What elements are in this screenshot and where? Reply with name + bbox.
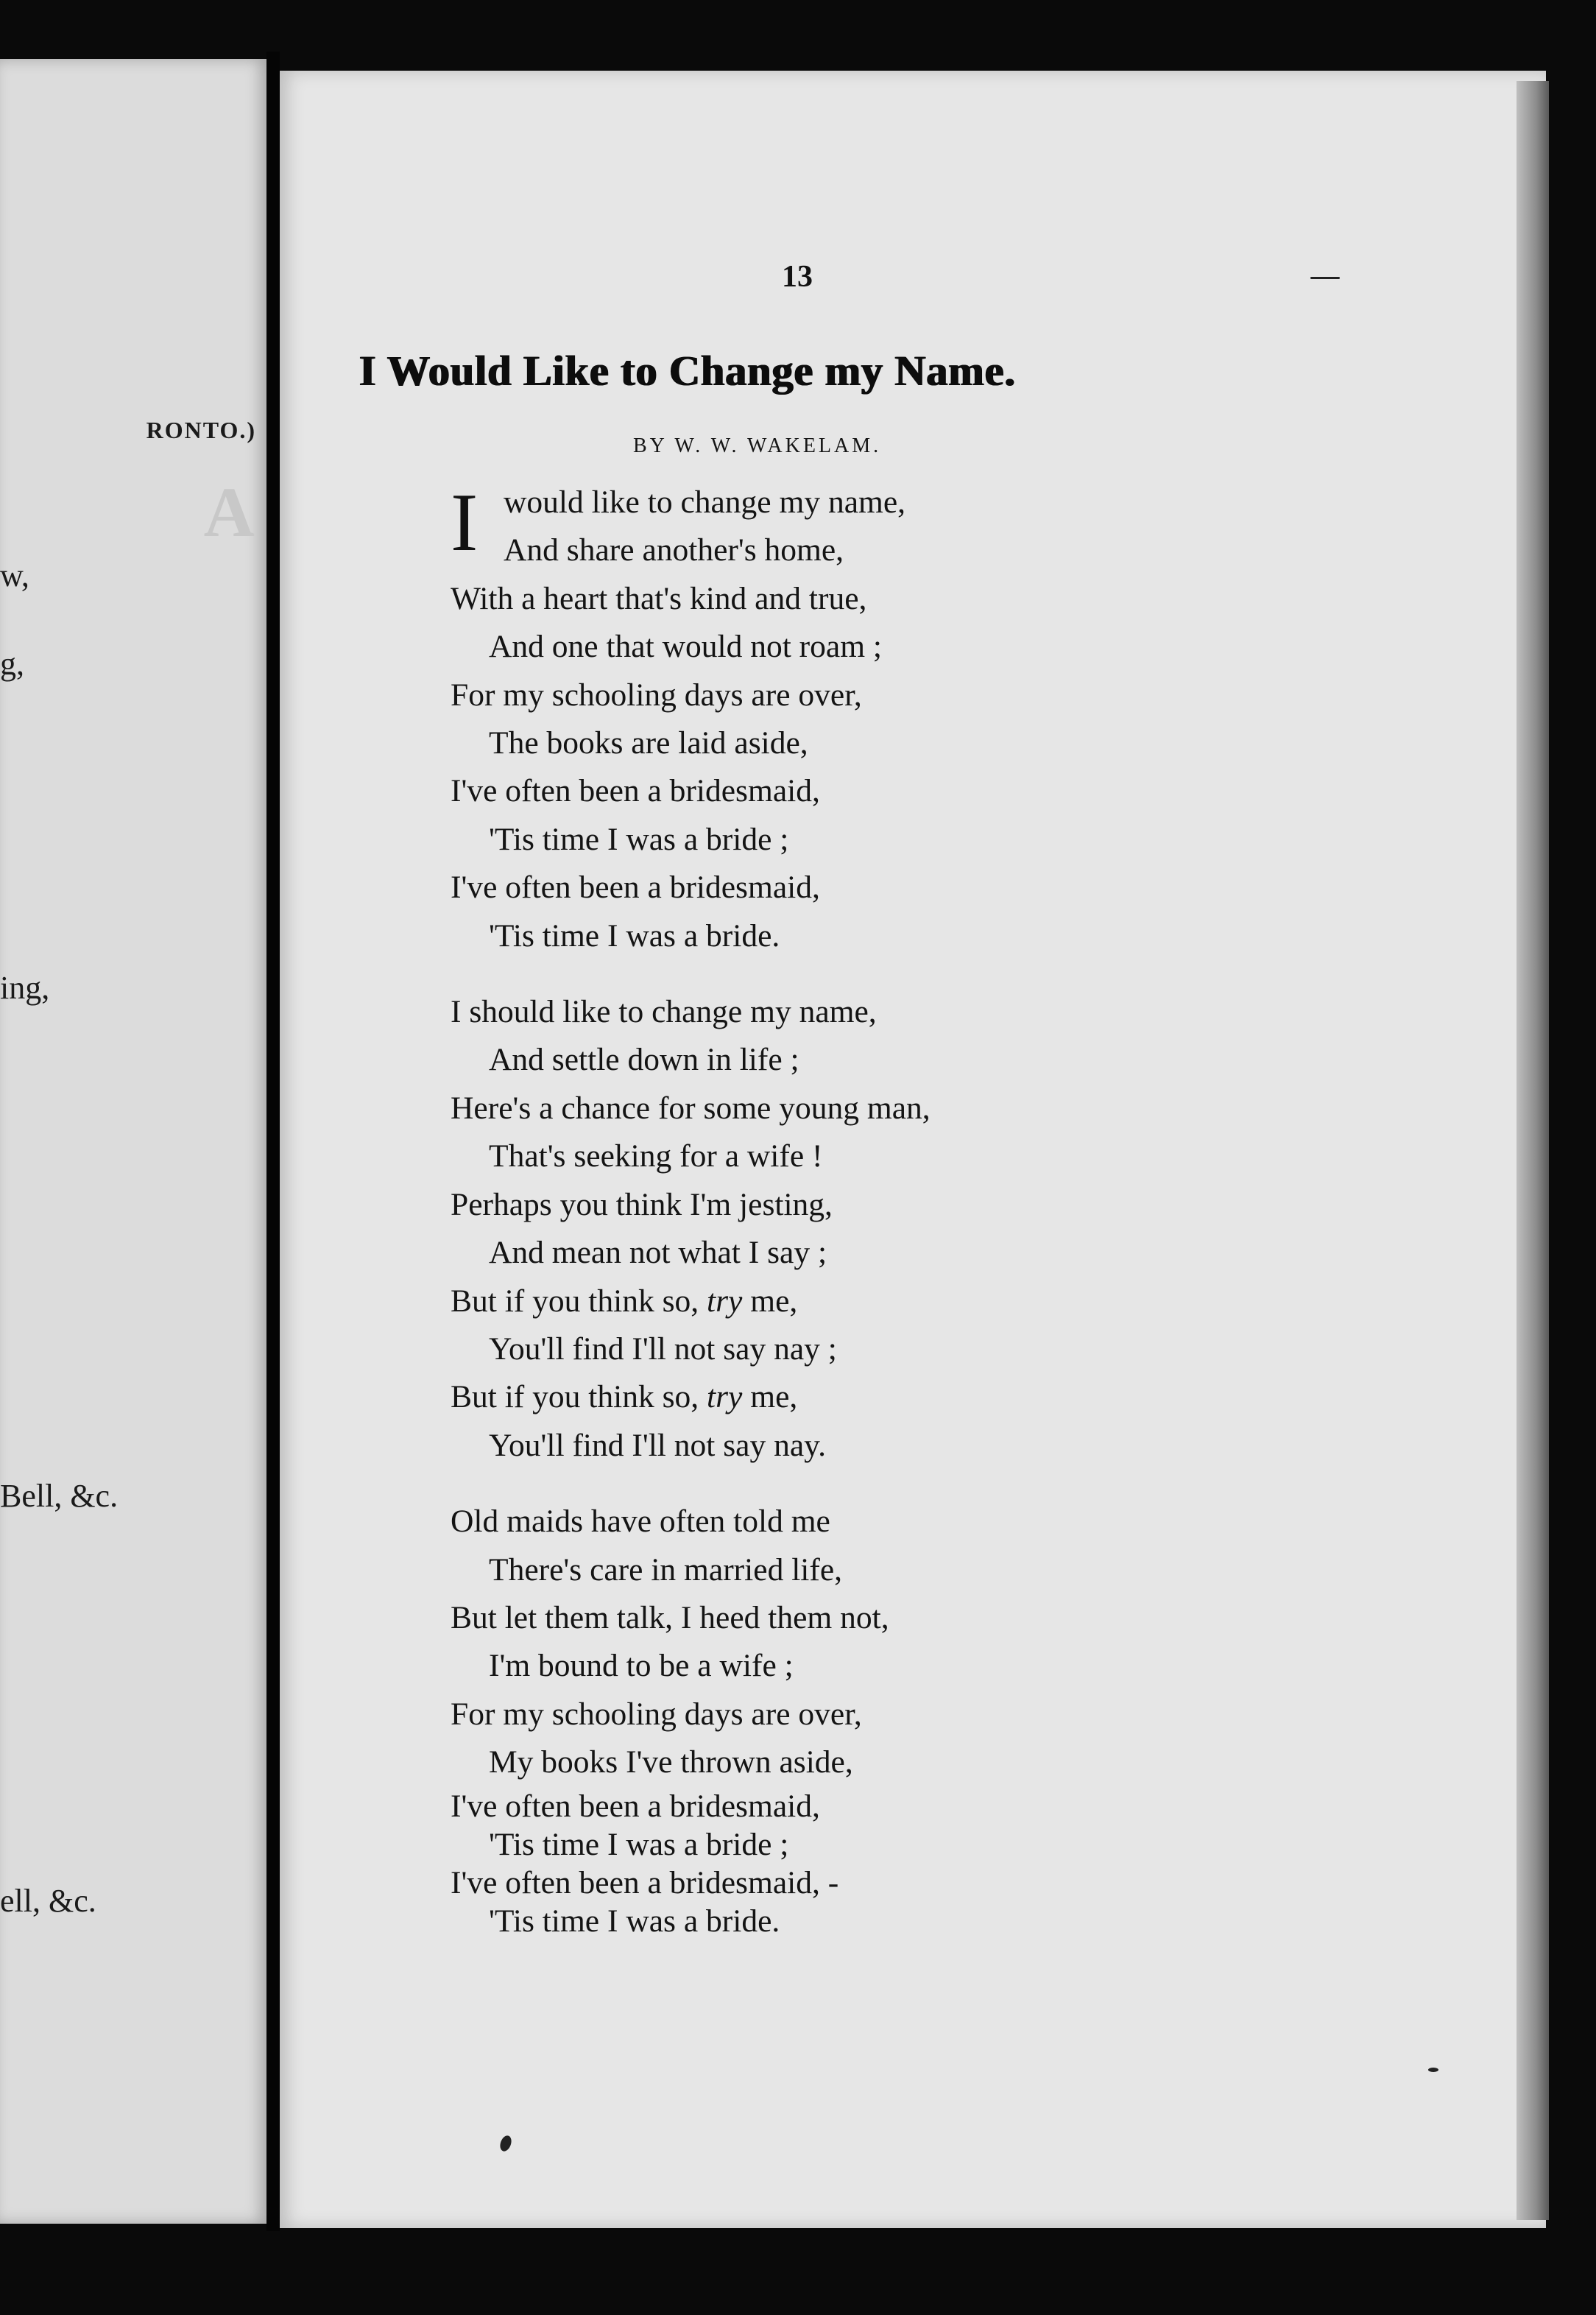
poem-line: For my schooling days are over,	[451, 677, 862, 713]
poem-line: I've often been a bridesmaid, -	[451, 1864, 839, 1900]
poem-line: The books are laid aside,	[489, 725, 808, 761]
ghost-letter: A	[203, 473, 255, 552]
emphasis: try	[707, 1283, 743, 1319]
previous-page	[0, 59, 266, 2224]
poem-line: I'm bound to be a wife ;	[489, 1648, 794, 1684]
page-number: 13	[782, 260, 813, 294]
poem-line: 'Tis time I was a bride.	[489, 917, 780, 954]
poem-line: I've often been a bridesmaid,	[451, 1788, 820, 1824]
poem-line: would like to change my name,	[504, 485, 906, 520]
left-fragment: ell, &c.	[0, 1883, 96, 1919]
poem-line	[451, 1278, 1260, 1325]
left-fragment: g,	[0, 646, 24, 682]
ink-speck	[1310, 277, 1340, 279]
poem-line: Perhaps you think I'm jesting,	[451, 1186, 833, 1222]
poem-line: Old maids have often told me	[451, 1504, 830, 1540]
line-text: me,	[742, 1379, 798, 1415]
poem-line: I've often been a bridesmaid,	[451, 773, 820, 809]
line-text: me,	[742, 1283, 798, 1319]
poem-line: And settle down in life ;	[489, 1042, 799, 1078]
poem-line: With a heart that's kind and true,	[451, 580, 867, 616]
poem-line: 'Tis time I was a bride ;	[489, 1826, 789, 1862]
ink-speck	[1428, 2068, 1438, 2072]
poem-line: And mean not what I say ;	[489, 1235, 827, 1271]
poem-line: I should like to change my name,	[451, 994, 877, 1030]
poem-line: 'Tis time I was a bride.	[489, 1903, 780, 1939]
stanza	[451, 479, 1260, 960]
line-text: But if you think so,	[451, 1283, 707, 1319]
poem-line: You'll find I'll not say nay ;	[489, 1331, 837, 1367]
poem-line: I've often been a bridesmaid,	[451, 870, 820, 906]
poem-line: Here's a chance for some young man,	[451, 1090, 931, 1126]
emphasis: try	[707, 1379, 743, 1415]
left-fragment: RONTO.)	[146, 417, 256, 443]
poem-line: That's seeking for a wife !	[489, 1138, 823, 1174]
page-edge	[1516, 81, 1549, 2220]
author-byline: BY W. W. WAKELAM.	[633, 434, 882, 457]
poem	[451, 479, 1260, 1968]
song-title: I Would Like to Change my Name.	[359, 347, 1016, 395]
left-fragment: ing,	[0, 970, 50, 1006]
poem-line: There's care in married life,	[489, 1551, 843, 1588]
poem-line: You'll find I'll not say nay.	[489, 1427, 826, 1463]
poem-line: And one that would not roam ;	[489, 629, 883, 665]
stanza	[451, 1498, 1260, 1939]
poem-line: For my schooling days are over,	[451, 1696, 862, 1732]
poem-line	[451, 1373, 1260, 1421]
poem-line: And share another's home,	[504, 532, 844, 568]
drop-cap: I	[451, 477, 479, 568]
poem-line: 'Tis time I was a bride ;	[489, 821, 789, 857]
poem-line: But let them talk, I heed them not,	[451, 1599, 889, 1635]
book-gutter	[266, 52, 280, 2231]
left-fragment: Bell, &c.	[0, 1478, 119, 1514]
poem-line: My books I've thrown aside,	[489, 1744, 853, 1780]
stanza	[451, 988, 1260, 1470]
left-fragment: w,	[0, 557, 29, 593]
line-text: But if you think so,	[451, 1379, 707, 1415]
